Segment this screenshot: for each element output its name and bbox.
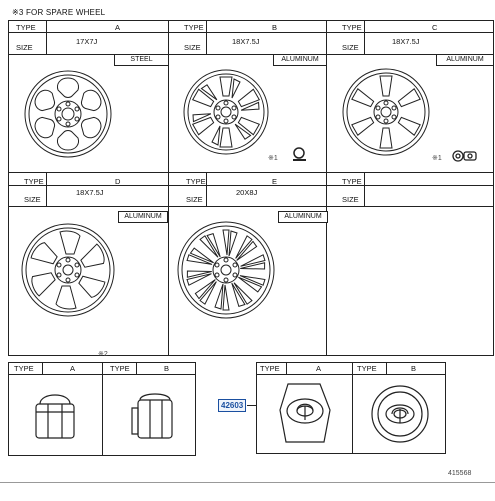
- wheel-e-size-value: 20X8J: [236, 188, 258, 197]
- cap-a-type-label: TYPE: [260, 364, 280, 373]
- wheel-e-material: ALUMINUM: [278, 211, 328, 223]
- figure-id: 415568: [448, 470, 472, 477]
- center-cap-a-illustration: [268, 378, 348, 448]
- spare-wheel-note: ※3 FOR SPARE WHEEL: [12, 8, 106, 17]
- cap-b-type-value: B: [411, 364, 417, 373]
- wheel-c-material: ALUMINUM: [436, 54, 494, 66]
- page-bottom-rule: [0, 482, 495, 483]
- wheel-d-size-value: 18X7.5J: [76, 188, 104, 197]
- wheel-e-type-value: E: [272, 177, 278, 186]
- wheel-d-type-value: D: [115, 177, 121, 186]
- wheel-a-illustration: [10, 66, 170, 166]
- wheel-d-size-label: SIZE: [24, 195, 41, 204]
- cap-b-type-label: TYPE: [357, 364, 377, 373]
- nut-a-type-label: TYPE: [14, 364, 34, 373]
- wheel-d-type-label: TYPE: [24, 177, 44, 186]
- part-number-42603[interactable]: 42603: [218, 399, 246, 412]
- wheel-a-type-label: TYPE: [16, 23, 36, 32]
- lock-nut-key-icon: [450, 148, 484, 164]
- wheel-b-type-value: B: [272, 23, 278, 32]
- wheel-a-size-value: 17X7J: [76, 37, 98, 46]
- wheel-d-illustration: [10, 222, 170, 332]
- cap-a-type-value: A: [316, 364, 322, 373]
- nut-b-type-label: TYPE: [110, 364, 130, 373]
- nut-a-type-value: A: [70, 364, 76, 373]
- wheel-a-material: STEEL: [114, 54, 169, 66]
- lug-nut-b-illustration: [126, 386, 196, 446]
- wheel-c-size-value: 18X7.5J: [392, 37, 420, 46]
- valve-cap-icon: [292, 146, 308, 162]
- cut-off-caption: [8, 0, 171, 1]
- wheel-c-type-label: TYPE: [342, 23, 362, 32]
- wheel-b-size-value: 18X7.5J: [232, 37, 260, 46]
- wheel-b-type-label: TYPE: [184, 23, 204, 32]
- nut-footnote-mark: ※2: [98, 351, 108, 358]
- wheel-c-footnote-mark: ※1: [432, 155, 442, 162]
- wheel-f-size-label: SIZE: [342, 195, 359, 204]
- wheel-a-type-value: A: [115, 23, 121, 32]
- wheel-c-type-value: C: [432, 23, 438, 32]
- wheel-e-size-label: SIZE: [186, 195, 203, 204]
- wheel-c-size-label: SIZE: [342, 43, 359, 52]
- wheel-e-type-label: TYPE: [186, 177, 206, 186]
- lug-nut-a-illustration: [30, 386, 90, 446]
- wheel-f-type-label: TYPE: [342, 177, 362, 186]
- wheel-b-footnote-mark: ※1: [268, 155, 278, 162]
- nut-b-type-value: B: [164, 364, 170, 373]
- wheel-b-material: ALUMINUM: [273, 54, 327, 66]
- wheel-d-material: ALUMINUM: [118, 211, 168, 223]
- center-cap-b-illustration: [362, 380, 442, 450]
- wheel-e-illustration: [168, 222, 328, 332]
- wheel-a-size-label: SIZE: [16, 43, 33, 52]
- wheel-b-size-label: SIZE: [184, 43, 201, 52]
